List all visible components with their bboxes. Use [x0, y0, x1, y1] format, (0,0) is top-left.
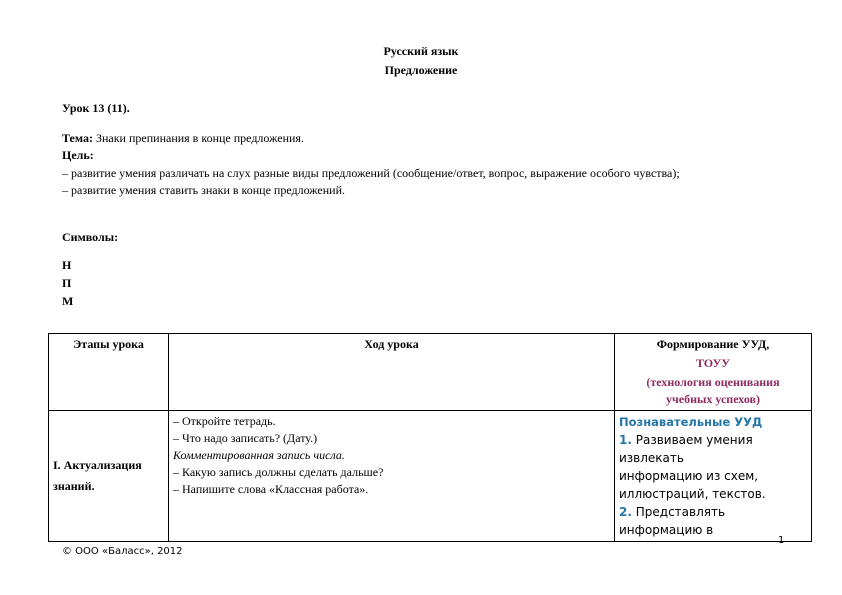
- stage-line-1: I. Актуализация: [53, 458, 142, 472]
- course-line: – Откройте тетрадь.: [173, 414, 276, 428]
- symbols-label: Символы:: [62, 230, 119, 244]
- header-uud-line1: Формирование УУД,: [656, 337, 770, 351]
- uud-item-2: [619, 503, 807, 539]
- uud-item-1-cont: информацию из схем,: [619, 469, 759, 483]
- uud-cell: [615, 411, 812, 542]
- uud-item-1: [619, 431, 807, 467]
- uud-item-1-cont: иллюстраций, текстов.: [619, 487, 766, 501]
- lesson-number: Урок 13 (11).: [62, 101, 130, 115]
- theme-line: [62, 130, 304, 146]
- course-line: – Какую запись должны сделать дальше?: [173, 465, 384, 479]
- header-touu: ТОУУ: [695, 356, 731, 370]
- symbol-p: П: [62, 276, 72, 290]
- uud-item-1-text: Развиваем умения извлекать: [619, 433, 753, 465]
- symbol-m: М: [62, 294, 74, 308]
- page-number: 1: [778, 535, 785, 546]
- table-row: [49, 411, 812, 542]
- course-cell: [169, 411, 615, 542]
- symbol-n: Н: [62, 258, 72, 272]
- copyright-footer: © ООО «Баласс», 2012: [62, 546, 183, 557]
- course-line: – Напишите слова «Классная работа».: [173, 482, 369, 496]
- goal-item-2: – развитие умения ставить знаки в конце предложений.: [62, 183, 346, 197]
- goal-label: Цель:: [62, 148, 94, 162]
- course-line: – Что надо записать? (Дату.): [173, 431, 318, 445]
- stage-cell: [49, 411, 169, 542]
- theme-text: Знаки препинания в конце предложения.: [95, 131, 304, 145]
- subject-title: Русский язык: [383, 44, 459, 58]
- header-touu-desc-2: учебных успехов): [665, 392, 761, 406]
- table-header-row: [49, 334, 812, 411]
- uud-item-2-num: 2.: [619, 505, 632, 519]
- header-touu-desc-1: (технология оценивания: [646, 375, 780, 389]
- stage-line-2: знаний.: [53, 479, 95, 493]
- uud-title: Познавательные УУД: [619, 415, 763, 429]
- uud-item-1-num: 1.: [619, 433, 632, 447]
- goal-item-1: – развитие умения различать на слух разные виды предложений (сообщение/ответ, вопрос, выражение особого чувства);: [62, 166, 680, 180]
- theme-label: Тема:: [62, 131, 93, 145]
- topic-title: Предложение: [384, 63, 458, 77]
- lesson-table: [48, 333, 812, 542]
- header-uud: [615, 334, 812, 411]
- header-course: Ход урока: [169, 334, 615, 411]
- header-stages: Этапы урока: [49, 334, 169, 411]
- uud-item-2-text: Представлять информацию в: [619, 505, 726, 537]
- course-line-italic: Комментированная запись числа.: [173, 448, 345, 462]
